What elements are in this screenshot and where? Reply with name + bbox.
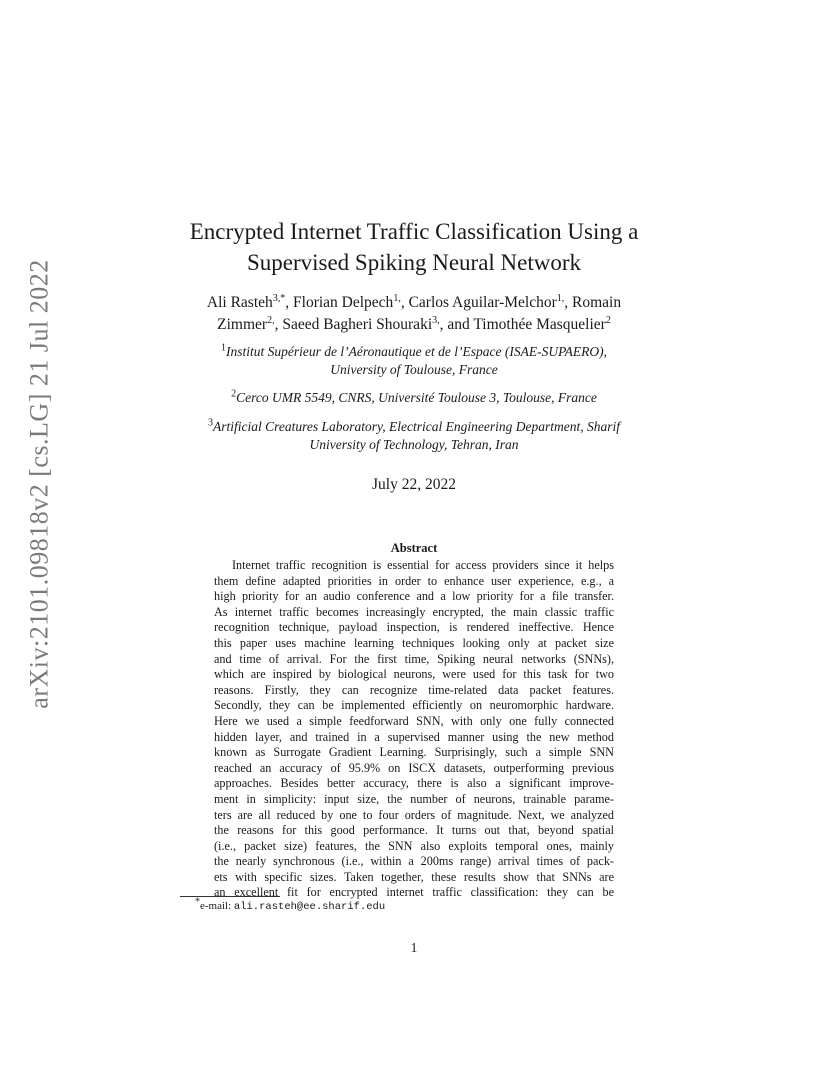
author-affil-mark: 1,: [393, 292, 401, 304]
abstract-line: reached an accuracy of 95.9% on ISCX datasets, outperforming previous: [214, 760, 614, 775]
affiliation-line: [150, 389, 678, 407]
abstract-line: this paper uses machine learning techniques looking only at packet size: [214, 635, 614, 650]
author-affil-mark: 2,: [267, 314, 275, 326]
author-name: Saeed Bagheri Shouraki: [282, 316, 433, 333]
page-number: 1: [410, 940, 418, 955]
author-name-last: Zimmer: [217, 316, 268, 333]
abstract-line: the reasons for this good performance. It turns out that, beyond spatial: [214, 823, 614, 838]
abstract-line: (i.e., packet size) features, the SNN also exploits temporal ones, mainly: [214, 838, 614, 853]
author-line-2: Zimmer$^{2,}$, Saeed Bagheri Shouraki$^{3,}$, and Timothée Masquelier$^2$: [217, 314, 611, 333]
affiliation-3: [150, 418, 678, 454]
affiliation-line: University of Technology, Tehran, Iran: [309, 437, 519, 452]
author-affil-mark: 2: [605, 314, 611, 326]
abstract-line: known as Surrogate Gradient Learning. Surprisingly, such a simple SNN: [214, 745, 614, 760]
abstract-line: recognition technique, payload inspection, is rendered ineffective. Hence: [214, 620, 614, 635]
abstract-line: hidden layer, and trained in a supervised manner using the new method: [214, 729, 614, 744]
author-name-first: Romain: [572, 294, 622, 311]
abstract-line: and time of arrival. For the first time, Spiking neural networks (SNNs),: [214, 651, 614, 666]
author-name: Carlos Aguilar-Melchor: [408, 294, 557, 311]
abstract-line: ment in simplicity: input size, the number of neurons, trainable parame-: [214, 791, 614, 806]
affiliation-text: Artificial Creatures Laboratory, Electrical Engineering Department, Sharif: [213, 419, 620, 434]
affiliation-number: 2: [231, 388, 237, 400]
abstract-line: reasons. Firstly, they can recognize time-related data packet features.: [214, 682, 614, 697]
affiliation-text: Cerco UMR 5549, CNRS, Université Toulouse 3, Toulouse, France: [236, 390, 597, 405]
footnote-marker: *: [195, 896, 200, 908]
author-affil-mark: 3,: [432, 314, 440, 326]
abstract-line: As internet traffic becomes increasingly encrypted, the main classic traffic: [214, 604, 614, 619]
abstract-heading: Abstract: [390, 541, 438, 555]
footnote-label: e-mail:: [200, 900, 232, 912]
abstract-line: Here we used a simple feedforward SNN, with only one fully connected: [214, 713, 614, 728]
author-name: Ali Rasteh: [206, 294, 273, 311]
abstract-line: ters are all reduced by one to four orders of magnitude. Next, we analyzed: [214, 807, 614, 822]
publication-date: July 22, 2022: [372, 476, 456, 493]
author-affil-mark: 1,: [556, 292, 565, 304]
abstract-line: Secondly, they can be implemented efficiently on neuromorphic hardware.: [214, 698, 614, 713]
title-line-1: Encrypted Internet Traffic Classification Using a: [189, 219, 639, 244]
author-line-1: Ali Rasteh$^{3,*}$, Florian Delpech$^{1,}$, Carlos Aguilar-Melchor$^{1,}$, Romain: [206, 292, 622, 311]
abstract-line: high priority for an audio conference and a low priority for a file transfer.: [214, 589, 614, 604]
affiliation-line: [150, 418, 678, 436]
author-conjunction: and: [447, 316, 470, 333]
affiliation-line: [150, 343, 678, 361]
affiliation-text: Institut Supérieur de l’Aéronautique et de l’Espace (ISAE-SUPAERO),: [226, 344, 607, 359]
affiliation-number: 1: [221, 342, 227, 354]
author-name: Florian Delpech: [293, 294, 394, 311]
affiliation-2: [150, 389, 678, 407]
affiliation-line: University of Toulouse, France: [330, 362, 498, 377]
abstract-line: them define adapted priorities in order to enhance user experience, e.g., a: [214, 573, 614, 588]
abstract-line: the nearly synchronous (i.e., within a 200ms range) arrival times of pack-: [214, 854, 614, 869]
abstract-line: approaches. Besides better accuracy, there is also a significant improve-: [214, 776, 614, 791]
abstract-line: an excellent fit for encrypted internet traffic classification: they can be: [214, 885, 614, 900]
footnote: [195, 896, 386, 913]
author-list: [150, 292, 678, 336]
author-name: Timothée Masquelier: [473, 316, 606, 333]
paper-title: [150, 216, 678, 278]
arxiv-identifier-text: arXiv:2101.09818v2 [cs.LG] 21 Jul 2022: [25, 259, 54, 709]
abstract-line: ets with specific sizes. Taken together, these results show that SNNs are: [214, 869, 614, 884]
author-affil-mark: 3,*: [272, 292, 286, 304]
abstract-line: which are inspired by biological neurons, were used for this task for two: [214, 667, 614, 682]
affiliation-number: 3: [208, 417, 214, 429]
title-line-2: Supervised Spiking Neural Network: [246, 250, 582, 275]
abstract-line: Internet traffic recognition is essential for access providers since it helps: [232, 558, 614, 572]
arxiv-identifier-stamp: [18, 259, 62, 709]
abstract-body: [214, 558, 614, 901]
footnote-email: ali.rasteh@ee.sharif.edu: [233, 901, 386, 913]
affiliation-1: [150, 343, 678, 379]
